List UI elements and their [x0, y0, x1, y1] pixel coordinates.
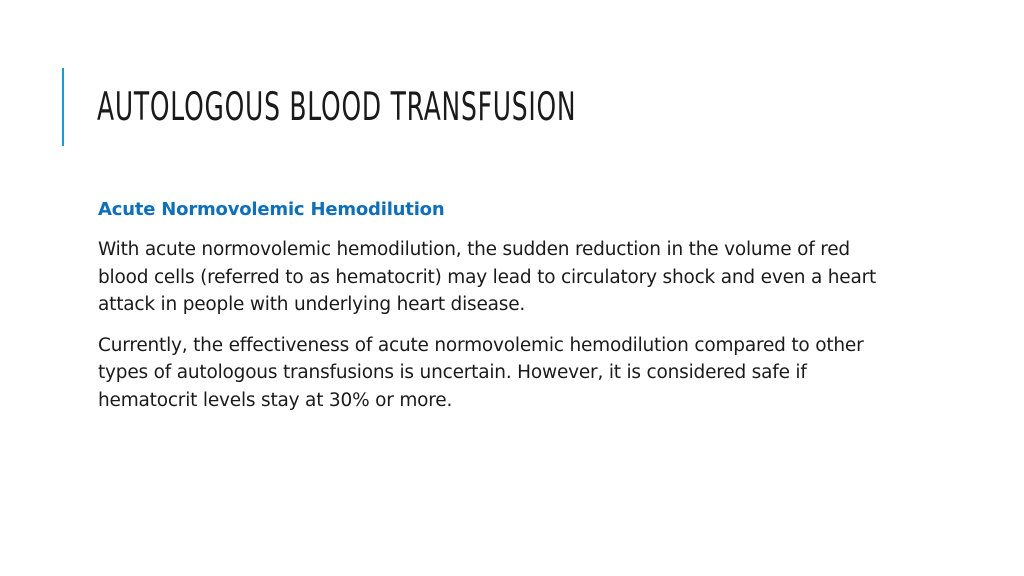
- body-paragraph-1: With acute normovolemic hemodilution, the sudden reduction in the volume of red blood cells (referred to as hematocrit) may lead to circulatory shock and even a heart attack in people with underlying heart disease.: [98, 239, 877, 315]
- title-accent-bar: [62, 68, 64, 146]
- slide-title: AUTOLOGOUS BLOOD TRANSFUSION: [97, 85, 577, 130]
- body-paragraph-2: Currently, the effectiveness of acute normovolemic hemodilution compared to other types of autologous transfusions is uncertain. However, it is considered safe if hematocrit levels stay at 30% or more.: [98, 334, 864, 411]
- slide-body: [98, 196, 898, 427]
- section-subheading: Acute Normovolemic Hemodilution: [98, 199, 445, 220]
